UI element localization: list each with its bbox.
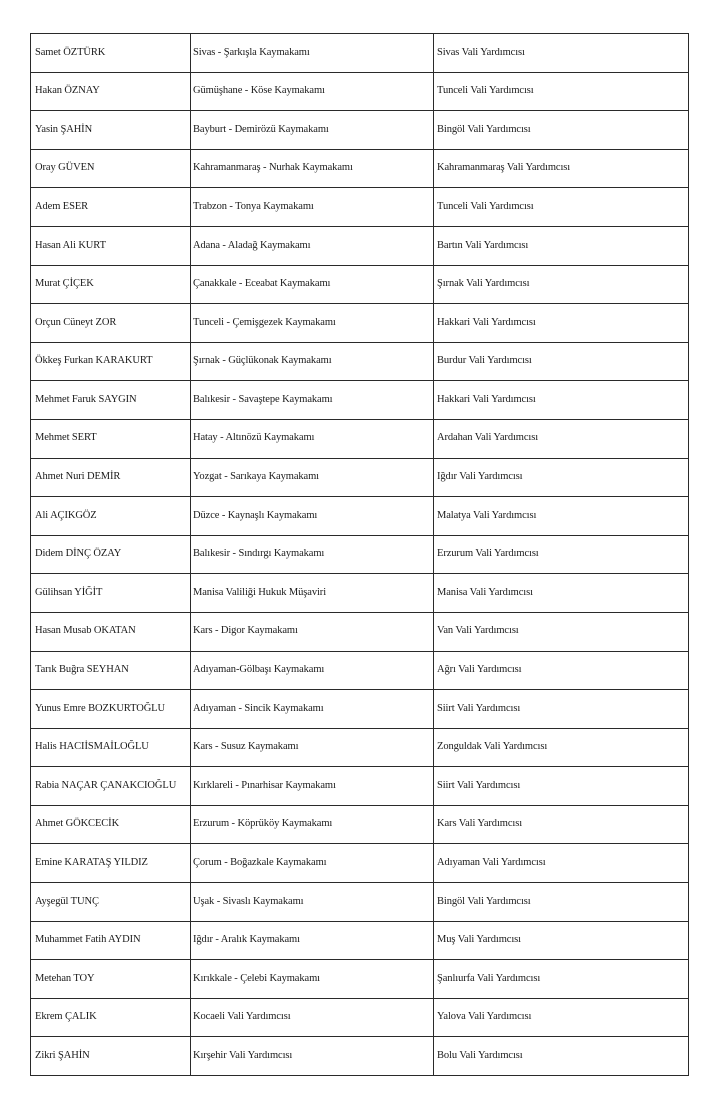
table-row (31, 998, 689, 1037)
table-row (31, 111, 689, 150)
table-row (31, 497, 689, 536)
new-post: Manisa Vali Yardımcısı (434, 574, 689, 613)
person-name: Didem DİNÇ ÖZAY (31, 535, 191, 574)
new-post: Ardahan Vali Yardımcısı (434, 419, 689, 458)
current-post: Tunceli - Çemişgezek Kaymakamı (191, 304, 434, 343)
person-name: Murat ÇİÇEK (31, 265, 191, 304)
table-row (31, 381, 689, 420)
table-row (31, 728, 689, 767)
table-row (31, 419, 689, 458)
current-post: Uşak - Sivaslı Kaymakamı (191, 883, 434, 922)
current-post: Çorum - Boğazkale Kaymakamı (191, 844, 434, 883)
person-name: Adem ESER (31, 188, 191, 227)
new-post: Burdur Vali Yardımcısı (434, 342, 689, 381)
table-row (31, 226, 689, 265)
current-post: Adıyaman-Gölbaşı Kaymakamı (191, 651, 434, 690)
new-post: Muş Vali Yardımcısı (434, 921, 689, 960)
current-post: Şırnak - Güçlükonak Kaymakamı (191, 342, 434, 381)
current-post: Erzurum - Köprüköy Kaymakamı (191, 805, 434, 844)
new-post: Siirt Vali Yardımcısı (434, 690, 689, 729)
new-post: Bingöl Vali Yardımcısı (434, 883, 689, 922)
table-row (31, 767, 689, 806)
current-post: Kırıkkale - Çelebi Kaymakamı (191, 960, 434, 999)
person-name: Ökkeş Furkan KARAKURT (31, 342, 191, 381)
current-post: Kırşehir Vali Yardımcısı (191, 1037, 434, 1076)
person-name: Emine KARATAŞ YILDIZ (31, 844, 191, 883)
new-post: Kahramanmaraş Vali Yardımcısı (434, 149, 689, 188)
current-post: Kars - Susuz Kaymakamı (191, 728, 434, 767)
current-post: Çanakkale - Eceabat Kaymakamı (191, 265, 434, 304)
person-name: Mehmet SERT (31, 419, 191, 458)
current-post: Adıyaman - Sincik Kaymakamı (191, 690, 434, 729)
new-post: Yalova Vali Yardımcısı (434, 998, 689, 1037)
new-post: Zonguldak Vali Yardımcısı (434, 728, 689, 767)
table-row (31, 149, 689, 188)
person-name: Muhammet Fatih AYDIN (31, 921, 191, 960)
person-name: Tarık Buğra SEYHAN (31, 651, 191, 690)
current-post: Kocaeli Vali Yardımcısı (191, 998, 434, 1037)
person-name: Gülihsan YİĞİT (31, 574, 191, 613)
person-name: Zikri ŞAHİN (31, 1037, 191, 1076)
new-post: Bingöl Vali Yardımcısı (434, 111, 689, 150)
person-name: Orçun Cüneyt ZOR (31, 304, 191, 343)
table-row (31, 651, 689, 690)
person-name: Hasan Ali KURT (31, 226, 191, 265)
current-post: Iğdır - Aralık Kaymakamı (191, 921, 434, 960)
table-row (31, 921, 689, 960)
new-post: Erzurum Vali Yardımcısı (434, 535, 689, 574)
new-post: Şanlıurfa Vali Yardımcısı (434, 960, 689, 999)
new-post: Hakkari Vali Yardımcısı (434, 381, 689, 420)
table-row (31, 188, 689, 227)
new-post: Iğdır Vali Yardımcısı (434, 458, 689, 497)
current-post: Balıkesir - Savaştepe Kaymakamı (191, 381, 434, 420)
table-row (31, 265, 689, 304)
new-post: Hakkari Vali Yardımcısı (434, 304, 689, 343)
table-row (31, 805, 689, 844)
table-row (31, 883, 689, 922)
person-name: Ekrem ÇALIK (31, 998, 191, 1037)
current-post: Adana - Aladağ Kaymakamı (191, 226, 434, 265)
current-post: Kahramanmaraş - Nurhak Kaymakamı (191, 149, 434, 188)
current-post: Trabzon - Tonya Kaymakamı (191, 188, 434, 227)
current-post: Kırklareli - Pınarhisar Kaymakamı (191, 767, 434, 806)
person-name: Hasan Musab OKATAN (31, 612, 191, 651)
new-post: Bartın Vali Yardımcısı (434, 226, 689, 265)
new-post: Tunceli Vali Yardımcısı (434, 188, 689, 227)
person-name: Yasin ŞAHİN (31, 111, 191, 150)
current-post: Kars - Digor Kaymakamı (191, 612, 434, 651)
new-post: Adıyaman Vali Yardımcısı (434, 844, 689, 883)
table-row (31, 1037, 689, 1076)
person-name: Hakan ÖZNAY (31, 72, 191, 111)
new-post: Siirt Vali Yardımcısı (434, 767, 689, 806)
person-name: Ahmet GÖKCECİK (31, 805, 191, 844)
table-row (31, 960, 689, 999)
table-row (31, 574, 689, 613)
person-name: Mehmet Faruk SAYGIN (31, 381, 191, 420)
person-name: Halis HACIİSMAİLOĞLU (31, 728, 191, 767)
current-post: Bayburt - Demirözü Kaymakamı (191, 111, 434, 150)
new-post: Tunceli Vali Yardımcısı (434, 72, 689, 111)
new-post: Malatya Vali Yardımcısı (434, 497, 689, 536)
person-name: Samet ÖZTÜRK (31, 34, 191, 73)
table-row (31, 844, 689, 883)
new-post: Bolu Vali Yardımcısı (434, 1037, 689, 1076)
person-name: Ahmet Nuri DEMİR (31, 458, 191, 497)
new-post: Sivas Vali Yardımcısı (434, 34, 689, 73)
person-name: Oray GÜVEN (31, 149, 191, 188)
person-name: Rabia NAÇAR ÇANAKCIOĞLU (31, 767, 191, 806)
person-name: Ali AÇIKGÖZ (31, 497, 191, 536)
table-row (31, 72, 689, 111)
current-post: Hatay - Altınözü Kaymakamı (191, 419, 434, 458)
current-post: Yozgat - Sarıkaya Kaymakamı (191, 458, 434, 497)
person-name: Yunus Emre BOZKURTOĞLU (31, 690, 191, 729)
appointment-table-body (31, 34, 689, 1076)
table-row (31, 690, 689, 729)
person-name: Metehan TOY (31, 960, 191, 999)
new-post: Van Vali Yardımcısı (434, 612, 689, 651)
table-row (31, 342, 689, 381)
current-post: Düzce - Kaynaşlı Kaymakamı (191, 497, 434, 536)
table-row (31, 458, 689, 497)
appointment-table (30, 33, 689, 1076)
table-row (31, 612, 689, 651)
new-post: Ağrı Vali Yardımcısı (434, 651, 689, 690)
person-name: Ayşegül TUNÇ (31, 883, 191, 922)
table-row (31, 535, 689, 574)
table-row (31, 304, 689, 343)
new-post: Kars Vali Yardımcısı (434, 805, 689, 844)
current-post: Balıkesir - Sındırgı Kaymakamı (191, 535, 434, 574)
current-post: Sivas - Şarkışla Kaymakamı (191, 34, 434, 73)
current-post: Manisa Valiliği Hukuk Müşaviri (191, 574, 434, 613)
table-row (31, 34, 689, 73)
new-post: Şırnak Vali Yardımcısı (434, 265, 689, 304)
current-post: Gümüşhane - Köse Kaymakamı (191, 72, 434, 111)
